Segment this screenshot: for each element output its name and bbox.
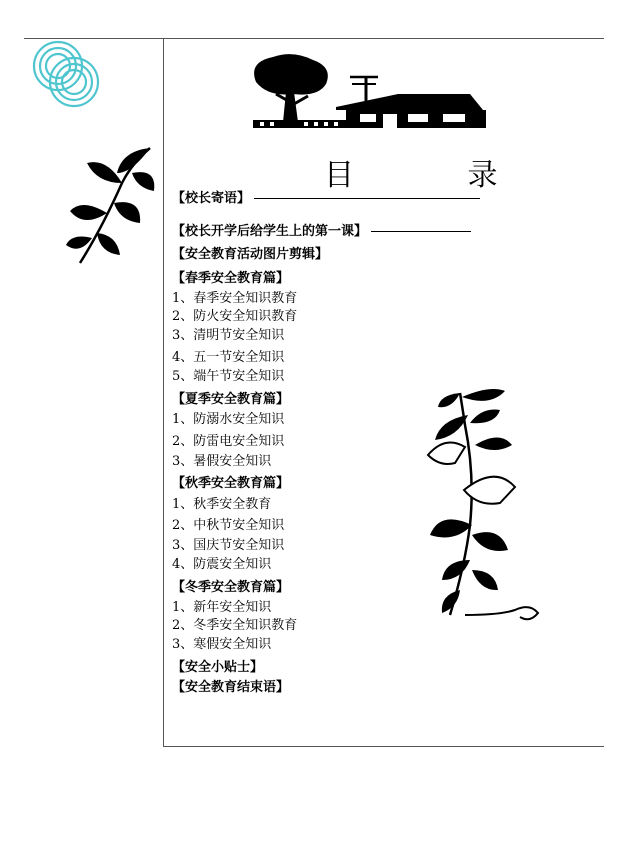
toc-section-heading — [172, 392, 289, 408]
toc-entry-label: 1、新年安全知识 — [172, 600, 272, 615]
toc-item — [172, 637, 271, 653]
morning-glory-silhouette-icon — [420, 385, 545, 630]
toc-item — [172, 618, 297, 634]
concentric-circles-icon — [30, 38, 110, 113]
toc-section-heading — [172, 660, 263, 676]
toc-section-heading — [172, 580, 289, 596]
toc-entry-label: 3、国庆节安全知识 — [172, 538, 285, 553]
toc-entry-label: 3、暑假安全知识 — [172, 454, 272, 469]
top-rule — [24, 38, 604, 39]
left-margin-rule — [163, 38, 164, 746]
toc-entry-label: 5、端午节安全知识 — [172, 369, 285, 384]
toc-entry-label: 【安全教育结束语】 — [172, 680, 290, 695]
leaf-silhouette-icon — [62, 143, 162, 268]
toc-entry-label: 4、五一节安全知识 — [172, 350, 285, 365]
toc-entry-label: 【校长寄语】 — [172, 191, 251, 206]
toc-entry-label: 4、防震安全知识 — [172, 557, 272, 572]
bottom-rule — [163, 746, 604, 747]
toc-item — [172, 518, 284, 534]
toc-section-heading — [172, 680, 289, 696]
toc-item — [172, 328, 284, 344]
page-title: 目 录 — [324, 158, 550, 193]
toc-section-heading — [172, 191, 480, 207]
toc-item — [172, 557, 271, 573]
toc-item — [172, 434, 284, 450]
toc-item — [172, 412, 284, 428]
toc-entry-label: 2、冬季安全知识教育 — [172, 618, 298, 633]
toc-entry-label: 1、防溺水安全知识 — [172, 412, 285, 427]
toc-item — [172, 600, 271, 616]
toc-entry-label: 【夏季安全教育篇】 — [172, 392, 290, 407]
house-tree-silhouette-icon — [248, 52, 496, 132]
toc-section-heading — [172, 271, 289, 287]
toc-item — [172, 497, 271, 513]
toc-entry-label: 【秋季安全教育篇】 — [172, 476, 290, 491]
toc-entry-label: 【校长开学后给学生上的第一课】 — [172, 224, 368, 239]
toc-entry-label: 2、防雷电安全知识 — [172, 434, 285, 449]
toc-entry-label: 1、秋季安全教育 — [172, 497, 272, 512]
toc-section-heading — [172, 224, 471, 240]
toc-entry-label: 【春季安全教育篇】 — [172, 271, 290, 286]
toc-entry-label: 【安全小贴士】 — [172, 660, 264, 675]
toc-entry-label: 3、寒假安全知识 — [172, 637, 272, 652]
toc-leader-line — [371, 231, 471, 232]
toc-item — [172, 291, 297, 307]
toc-item — [172, 369, 284, 385]
toc-entry-label: 【安全教育活动图片剪辑】 — [172, 247, 329, 262]
toc-entry-label: 2、中秋节安全知识 — [172, 518, 285, 533]
toc-entry-label: 1、春季安全知识教育 — [172, 291, 298, 306]
toc-item — [172, 538, 284, 554]
toc-section-heading — [172, 247, 328, 263]
toc-leader-line — [254, 198, 480, 199]
toc-item — [172, 350, 284, 366]
toc-entry-label: 【冬季安全教育篇】 — [172, 580, 290, 595]
toc-entry-label: 2、防火安全知识教育 — [172, 309, 298, 324]
toc-item — [172, 309, 297, 325]
toc-entry-label: 3、清明节安全知识 — [172, 328, 285, 343]
toc-item — [172, 454, 271, 470]
toc-section-heading — [172, 476, 289, 492]
